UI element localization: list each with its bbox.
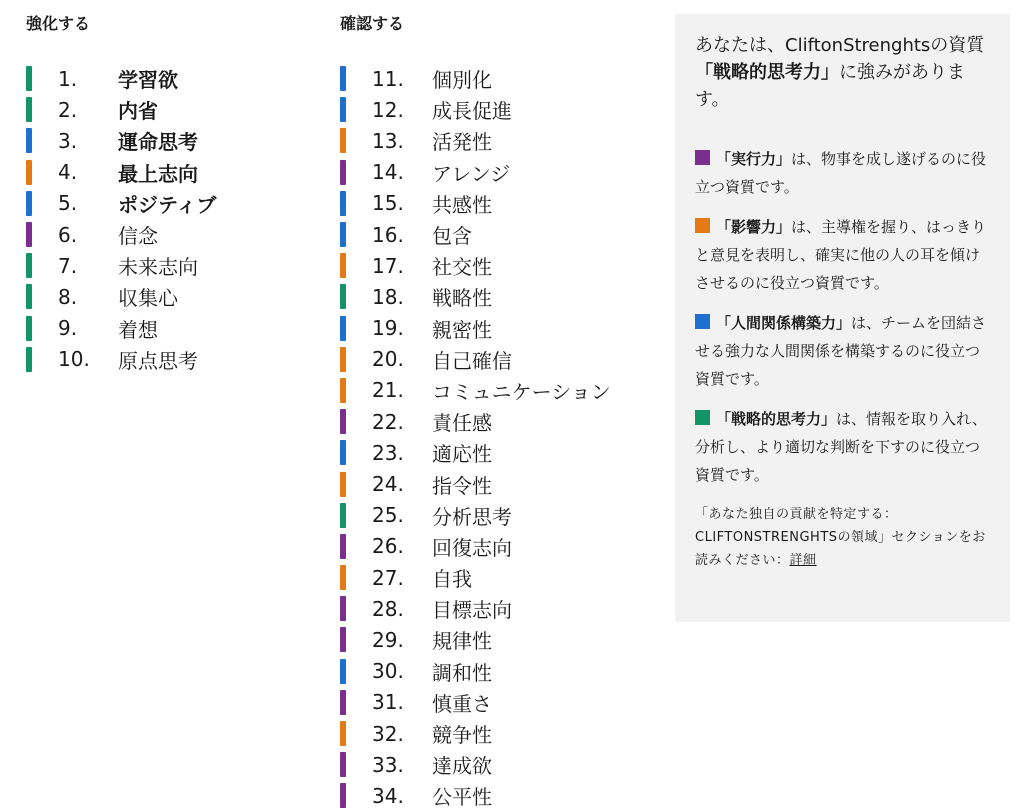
confirm-column <box>340 12 660 810</box>
strength-row <box>26 219 316 250</box>
strengthen-list <box>26 63 316 375</box>
strength-rank: 9. <box>58 316 78 341</box>
strength-row <box>340 375 660 406</box>
domain-color-bar <box>340 378 346 403</box>
strengthen-title: 強化する <box>26 14 91 33</box>
domain-color-bar <box>340 440 346 465</box>
domain-color-bar <box>340 503 346 528</box>
strength-row <box>26 281 316 312</box>
strength-row <box>26 344 316 375</box>
domain-color-bar <box>340 690 346 715</box>
domain-color-square <box>695 314 710 329</box>
strength-row <box>26 63 316 94</box>
strength-row <box>340 624 660 655</box>
intro-highlight: 「戦略的思考力」 <box>695 62 839 83</box>
domain-color-square <box>695 218 710 233</box>
strength-rank: 13. <box>372 128 404 153</box>
strength-row <box>340 406 660 437</box>
domain-color-bar <box>26 222 32 247</box>
strength-row <box>26 313 316 344</box>
domain-color-bar <box>26 284 32 309</box>
strength-rank: 1. <box>58 66 78 91</box>
strength-row <box>340 250 660 281</box>
strength-name: 戦略性 <box>432 286 492 311</box>
strength-name: 責任感 <box>432 411 492 436</box>
intro-line1: あなたは、CliftonStrenghtsの資質 <box>695 35 985 56</box>
strength-name: 公平性 <box>432 785 492 810</box>
strengthen-column <box>26 12 316 375</box>
strength-name: 最上志向 <box>118 161 198 186</box>
strength-rank: 8. <box>58 284 78 309</box>
domain-color-bar <box>340 128 346 153</box>
domain-color-bar <box>340 253 346 278</box>
panel-note <box>695 503 990 572</box>
strength-name: 慎重さ <box>432 691 492 716</box>
strength-row <box>340 780 660 810</box>
strength-row <box>340 749 660 780</box>
strength-rank: 14. <box>372 160 404 185</box>
domain-color-bar <box>340 721 346 746</box>
strength-name: 分析思考 <box>432 504 512 529</box>
strength-row <box>340 313 660 344</box>
strength-rank: 30. <box>372 659 404 684</box>
strength-row <box>26 157 316 188</box>
strength-row <box>340 718 660 749</box>
strength-rank: 24. <box>372 472 404 497</box>
domain-themes <box>695 145 990 489</box>
strength-row <box>340 188 660 219</box>
strength-name: 目標志向 <box>432 598 512 623</box>
strength-rank: 26. <box>372 534 404 559</box>
domain-color-bar <box>340 409 346 434</box>
strength-rank: 20. <box>372 347 404 372</box>
domain-description: は、チームを団結させる強力な人間関係を構築するのに役立つ資質です。 <box>695 314 987 388</box>
strength-rank: 11. <box>372 66 404 91</box>
strength-row <box>340 531 660 562</box>
domain-theme-relationship <box>695 309 990 393</box>
strength-row <box>340 468 660 499</box>
strength-row <box>340 562 660 593</box>
strength-name: ポジティブ <box>118 192 217 217</box>
strength-row <box>26 125 316 156</box>
strength-row <box>26 188 316 219</box>
domain-color-bar <box>340 659 346 684</box>
strength-rank: 16. <box>372 222 404 247</box>
strength-rank: 19. <box>372 316 404 341</box>
strength-row <box>340 656 660 687</box>
strength-name: アレンジ <box>432 161 511 186</box>
strength-rank: 18. <box>372 284 404 309</box>
strength-name: 適応性 <box>432 442 492 467</box>
strength-name: 運命思考 <box>118 130 198 155</box>
strength-row <box>340 94 660 125</box>
strength-rank: 29. <box>372 627 404 652</box>
strength-name: 学習欲 <box>118 68 178 93</box>
domain-color-square <box>695 410 710 425</box>
domain-name: 「人間関係構築力」 <box>716 314 852 332</box>
domain-description: は、主導権を握り、はっきりと意見を表明し、確実に他の人の耳を傾けさせるのに役立つ資質です。 <box>695 218 987 292</box>
strength-row <box>26 250 316 281</box>
domain-theme-influence <box>695 213 990 297</box>
strength-row <box>340 437 660 468</box>
strength-name: 包含 <box>432 224 472 249</box>
domain-color-bar <box>26 316 32 341</box>
strength-rank: 3. <box>58 128 78 153</box>
domain-color-bar <box>340 565 346 590</box>
strength-rank: 4. <box>58 160 78 185</box>
domain-color-bar <box>340 284 346 309</box>
domain-color-bar <box>26 347 32 372</box>
strength-name: 親密性 <box>432 317 492 342</box>
domain-color-bar <box>340 97 346 122</box>
strength-rank: 17. <box>372 253 404 278</box>
strength-row <box>340 500 660 531</box>
domain-description: は、情報を取り入れ、分析し、より適切な判断を下すのに役立つ資質です。 <box>695 410 987 484</box>
strength-name: 内省 <box>118 99 158 124</box>
strength-rank: 27. <box>372 565 404 590</box>
strength-row <box>340 344 660 375</box>
strength-row <box>340 593 660 624</box>
confirm-list <box>340 63 660 810</box>
strength-name: 共感性 <box>432 192 492 217</box>
strength-rank: 7. <box>58 253 78 278</box>
strength-rank: 25. <box>372 503 404 528</box>
strength-rank: 15. <box>372 191 404 216</box>
strength-rank: 5. <box>58 191 78 216</box>
strength-row <box>340 125 660 156</box>
strength-rank: 32. <box>372 721 404 746</box>
domain-color-bar <box>340 783 346 808</box>
strength-rank: 31. <box>372 690 404 715</box>
strength-name: コミュニケーション <box>432 379 611 404</box>
strength-rank: 6. <box>58 222 78 247</box>
domain-name: 「実行力」 <box>716 150 792 168</box>
strength-rank: 21. <box>372 378 404 403</box>
strength-rank: 33. <box>372 752 404 777</box>
strength-rank: 10. <box>58 347 90 372</box>
domain-color-bar <box>340 472 346 497</box>
note-text: 「あなた独自の貢献を特定する：CLIFTONSTRENGHTSの領域」セクションをお読みください： <box>695 507 986 568</box>
strength-name: 回復志向 <box>432 535 512 560</box>
strength-name: 個別化 <box>432 68 492 93</box>
domain-color-bar <box>26 97 32 122</box>
domain-info-panel <box>675 14 1010 622</box>
strength-rank: 12. <box>372 97 404 122</box>
strength-row <box>340 157 660 188</box>
strength-name: 成長促進 <box>432 99 512 124</box>
strength-name: 自己確信 <box>432 348 512 373</box>
strength-name: 信念 <box>118 224 158 249</box>
domain-color-bar <box>340 191 346 216</box>
strength-row <box>26 94 316 125</box>
domain-color-bar <box>340 596 346 621</box>
domain-color-bar <box>340 222 346 247</box>
domain-color-bar <box>340 66 346 91</box>
strength-name: 未来志向 <box>118 255 198 280</box>
strength-row <box>340 219 660 250</box>
strength-name: 自我 <box>432 567 472 592</box>
strength-rank: 28. <box>372 596 404 621</box>
strength-rank: 23. <box>372 440 404 465</box>
strength-rank: 22. <box>372 409 404 434</box>
domain-color-bar <box>26 128 32 153</box>
strength-name: 指令性 <box>432 473 492 498</box>
domain-color-bar <box>340 347 346 372</box>
strength-name: 原点思考 <box>118 348 198 373</box>
strength-rank: 2. <box>58 97 78 122</box>
strength-name: 社交性 <box>432 255 492 280</box>
domain-color-bar <box>26 160 32 185</box>
strength-name: 達成欲 <box>432 754 492 779</box>
domain-color-bar <box>340 316 346 341</box>
domain-description: は、物事を成し遂げるのに役立つ資質です。 <box>695 150 987 196</box>
strength-row <box>340 281 660 312</box>
confirm-title: 確認する <box>340 14 405 33</box>
strength-name: 競争性 <box>432 723 492 748</box>
domain-theme-execution <box>695 145 990 201</box>
strength-name: 着想 <box>118 317 158 342</box>
strength-row <box>340 687 660 718</box>
domain-color-bar <box>340 160 346 185</box>
strength-name: 調和性 <box>432 660 492 685</box>
details-link[interactable]: 詳細 <box>789 553 817 568</box>
intro-line2: に強みがあります。 <box>695 62 965 110</box>
strength-name: 収集心 <box>118 286 178 311</box>
domain-color-bar <box>340 627 346 652</box>
strength-row <box>340 63 660 94</box>
domain-name: 「戦略的思考力」 <box>716 410 837 428</box>
panel-intro <box>695 32 990 113</box>
strength-name: 活発性 <box>432 130 492 155</box>
strength-name: 規律性 <box>432 629 492 654</box>
domain-name: 「影響力」 <box>716 218 792 236</box>
strength-rank: 34. <box>372 783 404 808</box>
domain-color-bar <box>340 534 346 559</box>
domain-color-bar <box>26 253 32 278</box>
domain-color-square <box>695 150 710 165</box>
domain-color-bar <box>26 66 32 91</box>
domain-color-bar <box>340 752 346 777</box>
domain-color-bar <box>26 191 32 216</box>
domain-theme-strategic <box>695 405 990 489</box>
